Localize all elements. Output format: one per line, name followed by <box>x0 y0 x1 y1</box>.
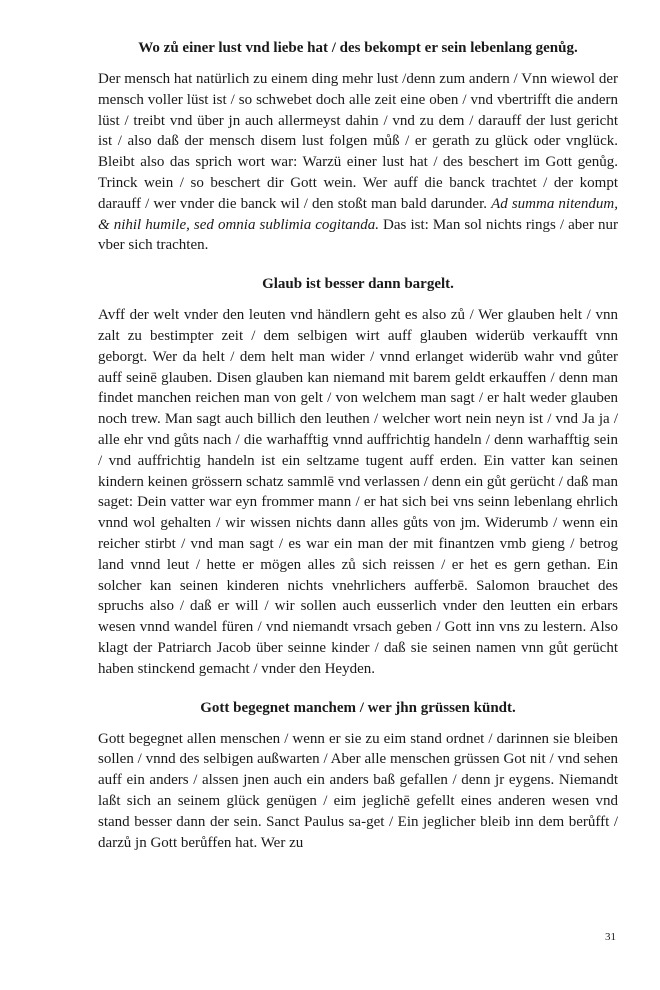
section-lust <box>98 38 618 256</box>
section-heading: Glaub ist besser dann bargelt. <box>262 276 454 293</box>
section-heading: Wo zů einer lust vnd liebe hat / des bekompt er sein lebenlang genůg. <box>138 40 578 56</box>
page-number: 31 <box>605 931 616 943</box>
section-glaub <box>98 274 618 679</box>
latin-quote: Ad summa nitendum, & nihil humile, sed omnia sublimia cogitanda. <box>98 195 618 233</box>
section-gott <box>98 698 618 854</box>
section-paragraph: Avff der welt vnder den leuten vnd händlern geht es also zů / Wer glauben helt / vnn zalt zu bestimpter zeit / dem selbigen wirt auff glauben widerüb verkaufft vnn geborgt. Wer da helt / dem helt man wider / vnnd erlanget widerüb wahr vnd gůter auff seinē glauben. Disen glauben kan niemand mit barem geldt erkauffen / denn man findet manchen reichen man von gelt / von welchem man sagt / er halt weder glauben noch trew. Man sagt auch billich den leuthen / welcher wort nein neyn ist / vnd Ja ja / alle ehr vnd gůts nach / die warhafftig vnnd auffrichtig handeln / denn warhafftig sein / vnd auffrichtig handeln ist ein seltzame tugent auff erden. Ein vatter kan seinen kindern keinen grössern schatz sammlē vnd verlassen / denn ein gůt gerücht / daß man saget: Dein vatter war eyn frommer mann / er hat sich bei vns seinn lebenlang ehrlich vnnd wol gehalten / wir wissen nichts dann alles gůts von jm. Widerumb / wenn ein reicher stirbt / vnd man sagt / es war ein man der mit finantzen vmb gieng / betrog land vnnd leut / hette er mögen alles zů sich reissen / er het es gern gethan. Ein solcher kan seinen kinderen nichts vnehrlichers aufferbē. Salomon brauchet des spruchs also / daß er will / wir sollen auch eusserlich vnder den leutten ein erbars wesen vnnd wandel füren / vnd niemandt vrsach geben / Gott inn vns zu lestern. Also klagt der Patriarch Jacob über seinne kinder / daß sie seinen namen vnn gůt gerücht haben stinckend gemacht / vnder den Heyden. <box>98 307 618 677</box>
section-heading: Gott begegnet manchem / wer jhn grüssen kündt. <box>200 699 516 716</box>
page-body <box>98 38 618 871</box>
paragraph-text: Der mensch hat natürlich zu einem ding mehr lust /denn zum andern / Vnn wiewol der mensch voller lüst ist / so schwebet doch alle zeit eine oben / vnd vbertrifft die andern lüst / treibt vnd über jn auch allermeyst dahin / vnd zu dem / darauff der lust gericht ist / also daß der mensch disem lust folgen můß / er gerath zu glück oder vnglück. Bleibt also das sprich wort war: Warzü einer lust hat / des beschert im Gott genůg. Trinck wein / so beschert dir Gott wein. Wer auff die banck trachtet / der kompt darauff / wer vnder die banck wil / den stoßt man bald darunder. <box>98 71 618 212</box>
section-paragraph <box>98 69 618 256</box>
paragraph-text: Das ist: Man sol nichts rings / aber nur vber sich trachten. <box>98 216 618 254</box>
section-paragraph: Gott begegnet allen menschen / wenn er sie zu eim stand ordnet / darinnen sie bleiben sollen / vnnd des selbigen außwarten / Aber alle menschen grüssen Got nit / vnd sehen auff ein anders / alssen jnen auch ein anders baß gefallen / denn jr eygens. Niemandt laßt sich an seinem glück genügen / eim jeglichē gefellt eines anderen wesen vnd stand besser dann der sein. Sanct Paulus sa-get / Ein jeglicher bleib inn dem berůfft / darzů jn Gott berůffen hat. Wer zu <box>98 730 618 851</box>
